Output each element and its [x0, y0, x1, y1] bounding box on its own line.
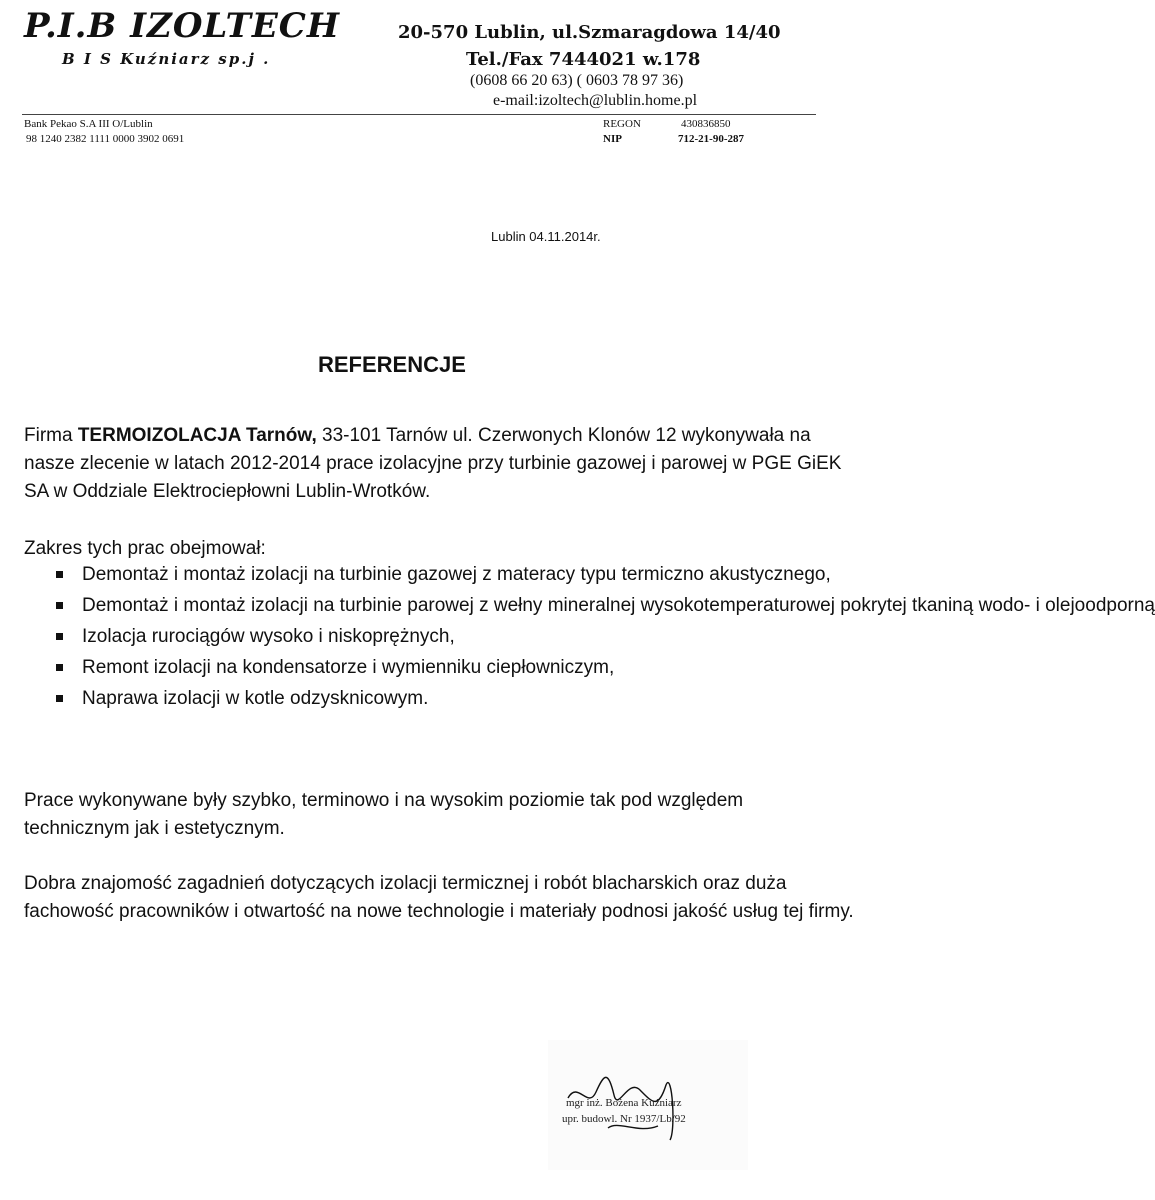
company-address: 20-570 Lublin, ul.Szmaragdowa 14/40 — [398, 22, 781, 43]
paragraph-intro — [24, 422, 844, 506]
nip-label: NIP — [603, 133, 622, 145]
bullet-icon — [56, 571, 63, 578]
bullet-icon — [56, 602, 63, 609]
bullet-icon — [56, 664, 63, 671]
intro-rest: 33-101 Tarnów ul. Czerwonych Klonów 12 wykonywała na nasze zlecenie w latach 2012-2014 prace izolacyjne przy turbinie gazowej i parowej w PGE GiEK SA w Oddziale Elektrociepłowni Lublin-Wrotków. — [24, 425, 842, 502]
company-reference-name: TERMOIZOLACJA Tarnów, — [77, 425, 317, 446]
bank-name: Bank Pekao S.A III O/Lublin — [24, 118, 153, 130]
paragraph-quality: Prace wykonywane były szybko, terminowo i na wysokim poziomie tak pod względem technicznym jak i estetycznym. — [24, 790, 744, 839]
list-item — [56, 654, 836, 682]
list-item-text: Demontaż i montaż izolacji na turbinie gazowej z materacy typu termiczno akustycznego, — [82, 564, 831, 585]
company-phones: (0608 66 20 63) ( 0603 78 97 36) — [470, 72, 684, 89]
list-item-text: Izolacja rurociągów wysoko i niskoprężnych, — [82, 626, 455, 647]
header-divider — [22, 114, 816, 115]
bullet-icon — [56, 695, 63, 702]
scope-list — [56, 561, 1155, 716]
company-subtitle: B I S Kuźniarz sp.j . — [62, 50, 271, 68]
company-email: e-mail:izoltech@lublin.home.pl — [493, 92, 698, 109]
signature-stamp — [548, 1040, 748, 1170]
letter-title: REFERENCJE — [318, 352, 466, 377]
list-item — [56, 561, 836, 589]
paragraph-summary: Dobra znajomość zagadnień dotyczących izolacji termicznej i robót blacharskich oraz duża fachowość pracowników i otwartość na nowe technologie i materiały podnosi jakość usług tej firmy. — [24, 873, 854, 922]
list-item-text: Remont izolacji na kondensatorze i wymienniku ciepłowniczym, — [82, 657, 615, 678]
list-item — [56, 623, 836, 651]
regon-label: REGON — [603, 118, 641, 130]
bank-account: 98 1240 2382 1111 0000 3902 0691 — [26, 133, 185, 145]
list-item-text: Demontaż i montaż izolacji na turbinie parowej z wełny mineralnej wysokotemperaturowej pokrytej tkaniną wodo- i olejoodporną — [82, 595, 1155, 616]
regon-value: 430836850 — [681, 118, 731, 130]
list-item-text: Naprawa izolacji w kotle odzysknicowym. — [82, 688, 429, 709]
stamp-line-2: upr. budowl. Nr 1937/Lb/92 — [562, 1113, 686, 1125]
intro-prefix: Firma — [24, 425, 78, 446]
company-telfax: Tel./Fax 7444021 w.178 — [466, 49, 701, 70]
nip-value: 712-21-90-287 — [678, 133, 744, 145]
letter-date: Lublin 04.11.2014r. — [491, 229, 601, 244]
scope-intro: Zakres tych prac obejmował: — [24, 538, 266, 559]
bullet-icon — [56, 633, 63, 640]
list-item — [56, 685, 836, 713]
list-item — [56, 592, 1155, 620]
stamp-line-1: mgr inż. Bożena Kuźniarz — [566, 1097, 682, 1109]
company-logo: P.I.B IZOLTECH — [24, 6, 340, 46]
